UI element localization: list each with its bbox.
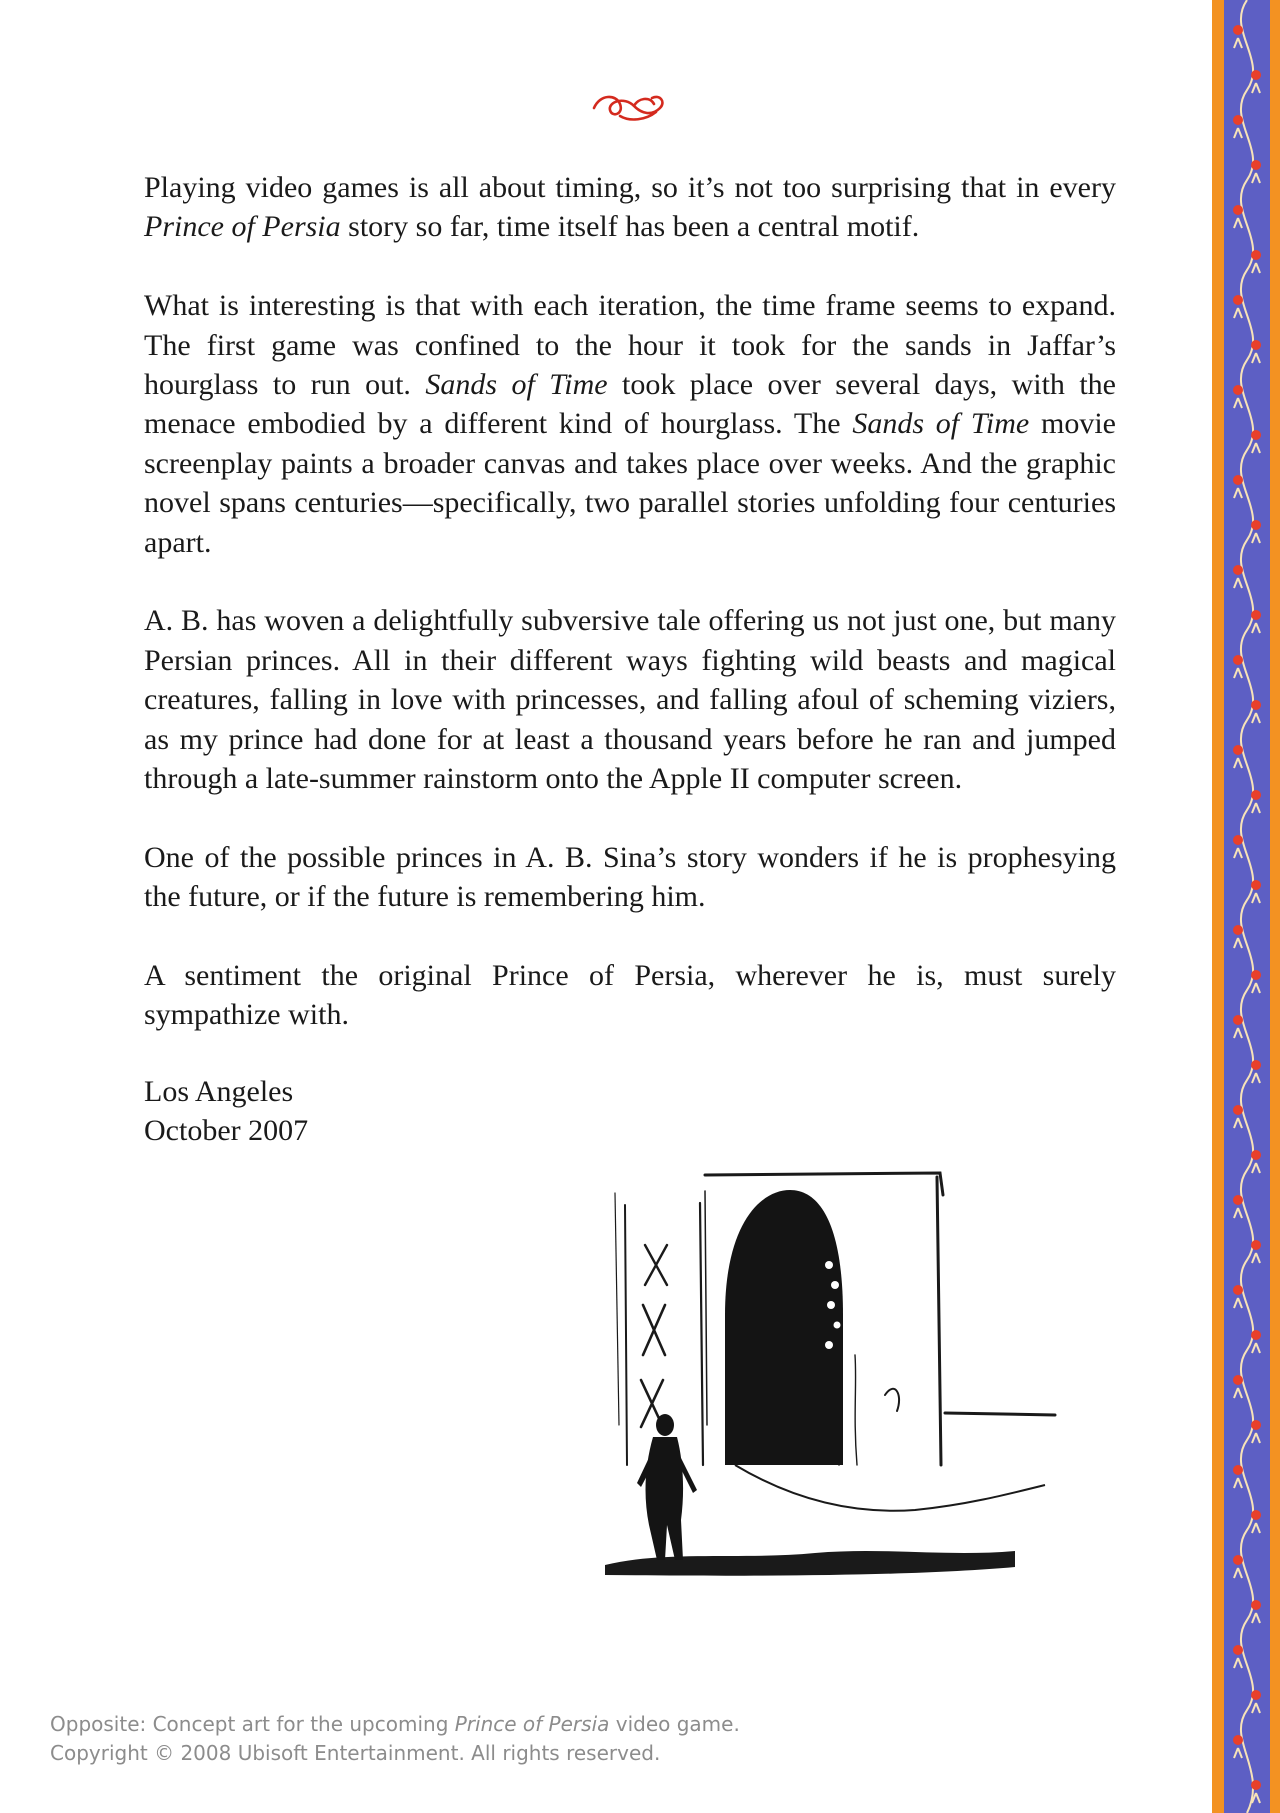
- border-flower-icon: [1251, 1690, 1261, 1700]
- border-flower-icon: [1233, 1645, 1243, 1655]
- paragraph-time-frame: What is interesting is that with each iteration, the time frame seems to expand. The first game was confined to the hour it took for the sands in Jaffar’s hourglass to run out. Sands of Time took place over several days, with the menace embodied by a different kind of hourglass. The Sands of Time movie screenplay paints a broader canvas and takes place over weeks. And the graphic novel spans centuries—specifically, two parallel stories unfolding four centuries apart.: [144, 289, 1116, 559]
- paragraph-princes: A. B. has woven a delightfully subversive tale offering us not just one, but many Persian princes. All in their different ways fighting wild beasts and magical creatures, falling in love with princesses, and falling afoul of scheming viziers, as my prince had done for at least a thousand years before he ran and jumped through a late-summer rainstorm onto the Apple II computer screen.: [144, 604, 1116, 796]
- border-flower-icon: [1233, 475, 1243, 485]
- border-flower-icon: [1251, 340, 1261, 350]
- signoff-place: Los Angeles: [144, 1075, 294, 1108]
- border-flower-icon: [1251, 250, 1261, 260]
- border-flower-icon: [1251, 1150, 1261, 1160]
- border-flower-icon: [1233, 1735, 1243, 1745]
- border-flower-icon: [1233, 925, 1243, 935]
- ink-archway-illustration: [585, 1165, 1060, 1600]
- border-flower-icon: [1233, 385, 1243, 395]
- border-flower-icon: [1233, 835, 1243, 845]
- border-flower-icon: [1251, 1060, 1261, 1070]
- border-flower-icon: [1251, 1780, 1261, 1790]
- border-flower-icon: [1233, 1105, 1243, 1115]
- border-flower-icon: [1233, 1375, 1243, 1385]
- border-flower-icon: [1251, 610, 1261, 620]
- border-flower-icon: [1251, 1420, 1261, 1430]
- border-flower-icon: [1233, 1465, 1243, 1475]
- border-flower-icon: [1233, 205, 1243, 215]
- border-flower-icon: [1251, 970, 1261, 980]
- border-flower-icon: [1251, 880, 1261, 890]
- border-flower-icon: [1233, 1195, 1243, 1205]
- border-flower-icon: [1251, 160, 1261, 170]
- border-flower-icon: [1233, 655, 1243, 665]
- paragraph-prophesying: One of the possible princes in A. B. Sina’s story wonders if he is prophesying the future, or if the future is remembering him.: [144, 840, 1116, 914]
- foreword-body: [144, 168, 1116, 1074]
- border-flower-icon: [1251, 1330, 1261, 1340]
- border-flower-icon: [1233, 745, 1243, 755]
- border-flower-icon: [1233, 565, 1243, 575]
- signoff-date: October 2007: [144, 1114, 309, 1148]
- border-flower-icon: [1233, 115, 1243, 125]
- paragraph-sentiment: A sentiment the original Prince of Persia, wherever he is, must surely sympathize with.: [144, 959, 1116, 1032]
- caption-line-1: Opposite: Concept art for the upcoming Prince of Persia video game.: [50, 1712, 740, 1736]
- border-flower-icon: [1233, 1555, 1243, 1565]
- border-flower-icon: [1233, 1015, 1243, 1025]
- border-flower-icon: [1233, 25, 1243, 35]
- flourish-ornament-icon: [590, 86, 670, 126]
- border-flower-icon: [1251, 520, 1261, 530]
- image-caption: [50, 1710, 740, 1768]
- border-flower-icon: [1251, 1510, 1261, 1520]
- decorative-floral-border: [1212, 0, 1280, 1813]
- border-flower-icon: [1251, 790, 1261, 800]
- border-flower-icon: [1251, 430, 1261, 440]
- border-flower-icon: [1251, 1600, 1261, 1610]
- border-flower-icon: [1233, 295, 1243, 305]
- border-flower-icon: [1251, 1240, 1261, 1250]
- paragraph-timing: Playing video games is all about timing, so it’s not too surprising that in every Prince of Persia story so far, time itself has been a central motif.: [144, 171, 1116, 244]
- caption-copyright: Copyright © 2008 Ubisoft Entertainment. All rights reserved.: [50, 1741, 661, 1765]
- border-flower-icon: [1233, 1285, 1243, 1295]
- signoff: [144, 1072, 308, 1151]
- border-flower-icon: [1251, 70, 1261, 80]
- border-flower-icon: [1251, 700, 1261, 710]
